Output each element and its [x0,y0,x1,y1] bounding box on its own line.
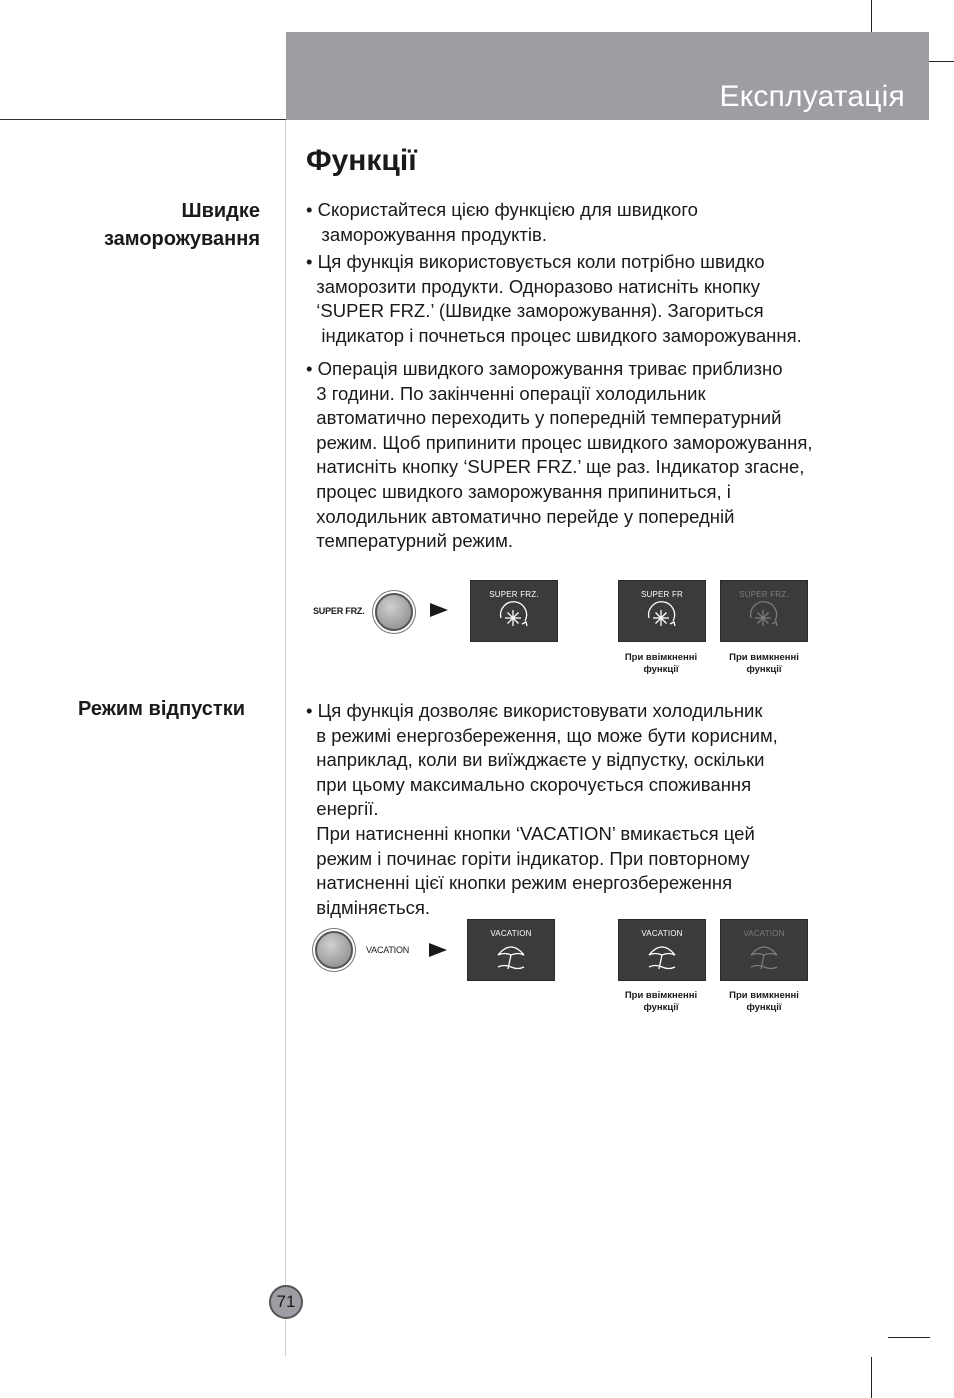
super-frz-button-label: SUPER FRZ. [313,606,365,616]
caption-on [611,990,711,1014]
page-number: 71 [269,1285,303,1319]
super-freeze-bullet-3 [306,357,813,554]
snowflake-cycle-icon [618,580,706,642]
caption-on [611,652,711,676]
text-line: наприклад, коли ви виїжджаєте у відпустку, оскільки [306,749,765,771]
caption-line: При вимкненні [729,652,799,663]
text-line: ‘SUPER FRZ.’ (Швидке заморожування). Загориться [306,300,764,322]
text-line: при цьому максимально скорочується споживання [306,773,752,795]
crop-mark-top [871,0,872,33]
super-frz-display [470,580,558,642]
caption-line: При ввімкненні [624,990,698,1001]
vacation-display [467,919,555,981]
panel-label: SUPER FRZ. [739,590,789,599]
crop-mark-bottom-right [888,1337,930,1338]
super-freeze-heading-line2: заморожування [103,228,260,250]
panel-label: VACATION [743,929,785,938]
caption-line: функції [746,1002,782,1013]
caption-line: функції [746,664,782,675]
text-line: режим. Щоб припинити процес швидкого заморожування, [306,431,813,453]
super-frz-display-off [720,580,808,642]
text-line: індикатор і почнеться процес швидкого заморожування. [306,324,802,346]
vacation-button[interactable] [315,931,353,969]
text-line: • Операція швидкого заморожування триває приблизно [306,358,783,379]
text-line: процес швидкого заморожування припиниться, і [306,480,731,502]
super-frz-button[interactable] [375,593,413,631]
panel-label: SUPER FR [640,590,684,599]
text-line: • Ця функція дозволяє використовувати холодильник [306,700,763,721]
text-line: натисніть кнопку ‘SUPER FRZ.’ ще раз. Індикатор згасне, [306,456,805,478]
vacation-display-on [618,919,706,981]
caption-line: При вимкненні [729,990,799,1001]
text-line: • Ця функція використовується коли потрібно швидко [306,251,765,272]
panel-label: SUPER FRZ. [489,590,539,599]
panel-label: VACATION [490,929,532,938]
beach-umbrella-icon [467,919,555,981]
text-line: температурний режим. [306,530,514,552]
super-freeze-heading-line1: Швидке [181,200,260,222]
caption-off [714,990,814,1014]
vacation-button-label: VACATION [366,945,410,955]
page-title: Функції [306,144,417,177]
text-line: При натисненні кнопки ‘VACATION’ вмикається цей [306,822,755,844]
text-line: заморожування продуктів. [306,223,547,245]
super-freeze-heading [104,197,260,253]
arrow-right-icon [429,943,447,957]
beach-umbrella-icon [720,919,808,981]
arrow-right-icon [430,603,448,617]
caption-off [714,652,814,676]
caption-line: функції [643,1002,679,1013]
text-line: натисненні цієї кнопки режим енергозбереження [306,872,733,894]
super-freeze-bullet-1 [306,198,698,247]
super-freeze-bullet-2 [306,250,802,348]
vacation-heading: Режим відпустки [78,698,246,720]
snowflake-cycle-icon [470,580,558,642]
super-frz-display-on [618,580,706,642]
vacation-paragraph [306,699,778,920]
header-bar [286,32,929,120]
text-line: автоматично переходить у попередній температурний [306,407,782,429]
section-title: Експлуатація [719,80,905,113]
column-divider [285,120,286,1356]
crop-mark-bottom [871,1357,872,1398]
text-line: енергії. [306,798,379,820]
text-line: режим і починає горіти індикатор. При повторному [306,847,750,869]
caption-line: функції [643,664,679,675]
text-line: в режимі енергозбереження, що може бути корисним, [306,724,778,746]
text-line: холодильник автоматично перейде у попередній [306,505,735,527]
text-line: відміняється. [306,896,431,918]
vacation-display-off [720,919,808,981]
panel-label: VACATION [641,929,683,938]
caption-line: При ввімкненні [624,652,698,663]
text-line: 3 години. По закінченні операції холодильник [306,382,706,404]
beach-umbrella-icon [618,919,706,981]
text-line: заморозити продукти. Одноразово натисніть кнопку [306,275,760,297]
text-line: • Скористайтеся цією функцією для швидкого [306,199,698,220]
snowflake-cycle-icon [720,580,808,642]
